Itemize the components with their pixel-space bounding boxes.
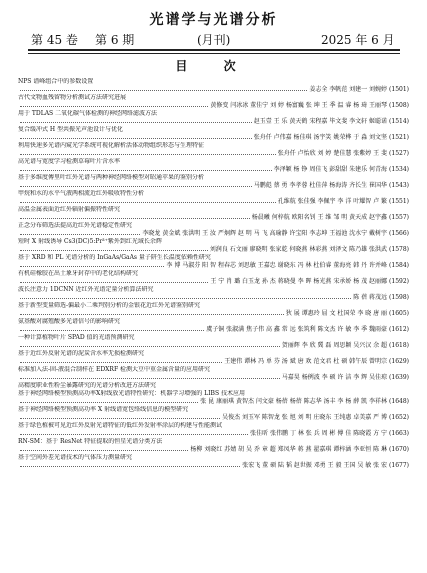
author-line: [18, 246, 409, 254]
dot-leader: [20, 418, 220, 419]
toc-entry: [18, 302, 409, 318]
article-authors: 陈 蓓 蒋茂远: [353, 294, 388, 301]
page-number: (1508): [389, 102, 409, 109]
article-title: 波长注意力 1DCNN 近红外光谱定量分析算法研究: [18, 286, 154, 293]
article-title: 基于新型变量筛选-偏最小二乘判别分析的金银花近红外光谱鉴别研究: [18, 302, 201, 309]
article-authors: 张佳昕 张伟鹏 丁 林 张 兵 周 彬 傅 佳 陈晓霞 方 宁: [250, 430, 388, 437]
article-authors: 马鹏彪 蔡 勇 李孝蓉 杜佳萍 杨海涛 齐长生 崔国华: [253, 182, 388, 189]
toc-entry: [18, 206, 409, 222]
article-title: 高光谱与宽度学习检测草莓叶片含水率: [18, 158, 121, 165]
page-number: (1534): [389, 166, 409, 173]
author-line: [18, 198, 409, 206]
header-rule-thin: [28, 53, 400, 54]
dot-leader: [20, 298, 351, 299]
page-number: (1670): [389, 446, 409, 453]
toc-entry: [18, 238, 409, 254]
dot-leader: [20, 378, 280, 379]
page-number: (1629): [389, 358, 409, 365]
dot-leader: [20, 234, 140, 235]
toc-entry: [18, 334, 409, 350]
page-number: (1618): [389, 342, 409, 349]
article-title: RN-SM：基于 ResNet 特征提取的恒星光谱分类方法: [18, 438, 163, 445]
page-number: (1527): [389, 150, 409, 157]
article-authors: 贺丽辉 李 欣 冀 磊 周思颖 吴兴汉 余 超: [281, 342, 388, 349]
toc-entry: [18, 438, 409, 454]
article-title: 古代文物血残留物分析测试方法研究进展: [18, 94, 127, 101]
article-title: 利用快速多光谱内窥光学系统可视化解析活体动物组织形态与生理特征: [18, 142, 205, 149]
dot-leader: [20, 450, 188, 451]
author-line: [18, 166, 409, 174]
author-line: [18, 414, 409, 422]
dot-leader: [20, 170, 272, 171]
dot-leader: [20, 138, 252, 139]
article-authors: 虞子铜 张淑满 焦子伟 高 鑫 常 远 张筑利 陈文杰 许 敏 李 季 魏雨豪: [206, 326, 388, 333]
article-authors: 王建伟 谭林 冯 单 芬 汤 斌 唐 欢 范文君 杜 硕 韩午辰 曾明宗: [224, 358, 388, 365]
article-authors: 张宏飞 董 硕 陆 韬 赵世振 邓勇 王 毅 王国 吴 敏 张 宏: [242, 462, 388, 469]
toc-entry: [18, 158, 409, 174]
author-line: [18, 214, 409, 222]
article-title: 甲烷和水的水平气液两相流近红外吸收特性分析: [18, 190, 145, 197]
dot-leader: [20, 330, 204, 331]
article-title: 一种计算植物叶片 SPAD 值的光谱预测研究: [18, 334, 135, 341]
article-authors: 马嘉昊 杨例波 李 硕 许 洁 李 辉 吴佳琼: [281, 374, 388, 381]
article-title: 复合缓冲式 H 型共振光声池设计与优化: [18, 126, 124, 133]
toc-entry: [18, 366, 409, 382]
article-authors: 刘润良 石文丽 廖晓明 张家乾 何晓燕 林彩燕 刘泽文 陈乃雄 张洪武: [209, 246, 388, 253]
author-line: [18, 134, 409, 142]
page-number: (1677): [389, 462, 409, 469]
article-authors: 张舟仟 卢怡欣 刘 婷 楚佳慧 张紫婷 王 斐: [277, 150, 388, 157]
article-authors: 姜志全 李帆范 刘建一 刘婉婷: [309, 86, 388, 93]
dot-leader: [20, 106, 208, 107]
author-line: [18, 446, 409, 454]
dot-leader: [20, 186, 252, 187]
article-title: 标准加入法-固-液混合制样在 EDXRF 检测大豆中重金属含量的应用研究: [18, 366, 211, 373]
volume-label: 第 45 卷: [31, 33, 78, 47]
toc-entry: [18, 350, 409, 366]
author-line: [18, 342, 409, 350]
article-title: 用于 TDLAS 二氧化碳气体检测的神经网络滤波方法: [18, 110, 158, 117]
page-number: (1557): [389, 214, 409, 221]
page-number: (1584): [389, 262, 409, 269]
author-line: [18, 374, 409, 382]
author-line: [18, 278, 409, 286]
page-number: (1598): [389, 294, 409, 301]
article-title: 高精度职业性粉尘暴露研究的光谱分析改进方法研究: [18, 382, 157, 389]
author-line: [18, 262, 409, 270]
article-authors: 李 博 马淑芬 阳 智 程春芯 刘思敏 王嘉忠 谢晓东 冯 林 杜伯睿 董海亮 韩 丹 许并峰: [166, 262, 388, 269]
dot-leader: [20, 282, 208, 283]
dot-leader: [20, 202, 276, 203]
page-number: (1543): [389, 182, 409, 189]
article-authors: 张舟仟 卢伟嘉 杨佳琪 汤宇笑 姚荣桦 于 淼 刘文坚: [253, 134, 388, 141]
page-number: (1663): [389, 430, 409, 437]
article-title: 短时 X 射线诱导 Cs3(DC)5:Pr³⁺紫外到红光域长余辉: [18, 238, 162, 245]
article-title: 基于 XRD 和 PL 光谱分析的 InGaAs/GaAs 量子阱生长温度依赖性研究: [18, 254, 211, 261]
author-line: [18, 294, 409, 302]
page-number: (1521): [389, 134, 409, 141]
toc-entry: [18, 190, 409, 206]
article-title: 正念分布筛选法提高近红外光谱稳定性研究: [18, 222, 133, 229]
page-number: (1501): [389, 86, 409, 93]
dot-leader: [20, 90, 307, 91]
toc-entry: [18, 142, 409, 158]
author-line: [18, 398, 409, 406]
dot-leader: [20, 434, 248, 435]
toc-entry: [18, 406, 409, 422]
dot-leader: [20, 362, 222, 363]
section-title: 目 次: [175, 59, 252, 73]
author-line: [18, 86, 409, 94]
article-title: NPS 谱峰组合中的参数设置: [18, 78, 94, 85]
page-number: (1514): [389, 118, 409, 125]
toc-entry: [18, 382, 409, 390]
dot-leader: [20, 154, 276, 155]
page-number: (1578): [389, 246, 409, 253]
toc-entry: [18, 286, 409, 302]
toc-entry: [18, 422, 409, 438]
table-of-contents: [18, 78, 409, 470]
dot-leader: [20, 122, 252, 123]
dot-leader: [20, 314, 284, 315]
header-rule-thick: [28, 49, 400, 51]
author-line: [18, 118, 409, 126]
toc-entry: [18, 254, 409, 270]
author-line: [18, 326, 409, 334]
toc-entry: [18, 390, 409, 406]
author-line: [18, 358, 409, 366]
article-authors: 杨晨曦 何梓航 欧阳名钊 王 维 邹 明 黄天成 赵宇鑫: [251, 214, 388, 221]
article-title: 基于近红外反射光谱的泥炭含水率无损检测研究: [18, 350, 145, 357]
page-number: (1566): [389, 230, 409, 237]
article-authors: 李晓龙 黄金斌 张洪明 王 汝 严炯辉 赵 明 马 飞 高瑜静 许宝阳 李志坤 王福池 沈水宁 戴树宇: [142, 230, 388, 237]
article-title: 有机硅橡胶在出土象牙封存中的老化结构研究: [18, 270, 139, 277]
author-line: [18, 102, 409, 110]
toc-entry: [18, 94, 409, 110]
page-number: (1551): [389, 198, 409, 205]
page-number: (1639): [389, 374, 409, 381]
issue-label: 第 6 期: [95, 33, 135, 47]
toc-entry: [18, 270, 409, 286]
journal-title: 光谱学与光谱分析: [149, 12, 278, 28]
toc-entry: [18, 174, 409, 190]
author-line: [18, 150, 409, 158]
toc-entry: [18, 78, 409, 94]
toc-entry: [18, 222, 409, 238]
toc-entry: [18, 110, 409, 126]
article-authors: 张 昆 康丽琪 黄智杰 闫文豪 杨蓓 杨蓓 陈志华 汤丰 李 杨 薛 凯 李祥林: [200, 398, 388, 405]
article-authors: 杨柳 刘晓红 苏婧 胡 吴 乔 章 超 郑凤华 蒋 燕 翟嘉琪 谭梓涵 李亚恒 陈 琳: [190, 446, 388, 453]
dot-leader: [20, 266, 164, 267]
page-number: (1652): [389, 414, 409, 421]
toc-entry: [18, 454, 409, 470]
article-title: 高温金属表面近红外辐射偏振特性研究: [18, 206, 121, 213]
article-title: 基于空间外差光谱技术的气体压力测量研究: [18, 454, 133, 461]
dot-leader: [20, 218, 250, 219]
article-authors: 孔维航 张佳强 李佩宇 李 洋 叶耀智 卢 繁: [277, 198, 388, 205]
article-title: 基于绿色植被可见近红外反射光谱特征的低红外发射率涂层的构建与性能测试: [18, 422, 223, 429]
dot-leader: [20, 466, 240, 467]
article-authors: 赵玉壹 王 乐 黄天鹤 宋程嘉 毕文斐 李文轩 姬聪诺: [253, 118, 388, 125]
author-line: [18, 430, 409, 438]
article-title: 氨基酸对腐殖酸多光谱信号的影响研究: [18, 318, 121, 325]
author-line: [18, 182, 409, 190]
frequency-label: (月刊): [197, 33, 231, 47]
page-number: (1592): [389, 278, 409, 285]
toc-entry: [18, 126, 409, 142]
author-line: [18, 462, 409, 470]
page-number: (1605): [389, 310, 409, 317]
dot-leader: [20, 250, 208, 251]
article-authors: 吴俊杰 刘玉军 陈智龙 张 旭 刘 明 庄晓东 王纯惠 卓美嘉 严 博: [222, 414, 388, 421]
article-authors: 黄修变 闫冰冰 董佳宁 刘 婷 杨富巍 张 坤 王 季 温 睿 杨 琦 王丽琴: [210, 102, 388, 109]
article-authors: 王 宁 肖 璐 白玉龙 孙 杰 蒋晓曼 李 晖 杨光燕 宋承娇 杨 茂 赵丽娜: [210, 278, 388, 285]
author-line: [18, 230, 409, 238]
author-line: [18, 310, 409, 318]
article-authors: 李泽颖 杨 铮 周佳飞 彭甜甜 朱建乐 何青海: [273, 166, 388, 173]
article-title: 基于神经网络模型预测高功率X射线放光谱特性研究：机器学习增强的 LIBS 技术应用: [18, 390, 245, 397]
article-authors: 狄 展 谭惠玲 屈 文 杜国荣 李 晓 唐 丽: [285, 310, 388, 317]
dot-leader: [20, 402, 198, 403]
toc-entry: [18, 318, 409, 334]
article-title: 基于多维度傅里叶红外光谱与两种神经网络模型对昭通苹果的鉴别分析: [18, 174, 205, 181]
dot-leader: [20, 346, 280, 347]
page-number: (1612): [389, 326, 409, 333]
article-title: 基于神经网络模型预测高功率 X 射线谱宽包络线信息的模型研究: [18, 406, 189, 413]
date-label: 2025 年 6 月: [321, 33, 395, 47]
page-number: (1648): [389, 398, 409, 405]
